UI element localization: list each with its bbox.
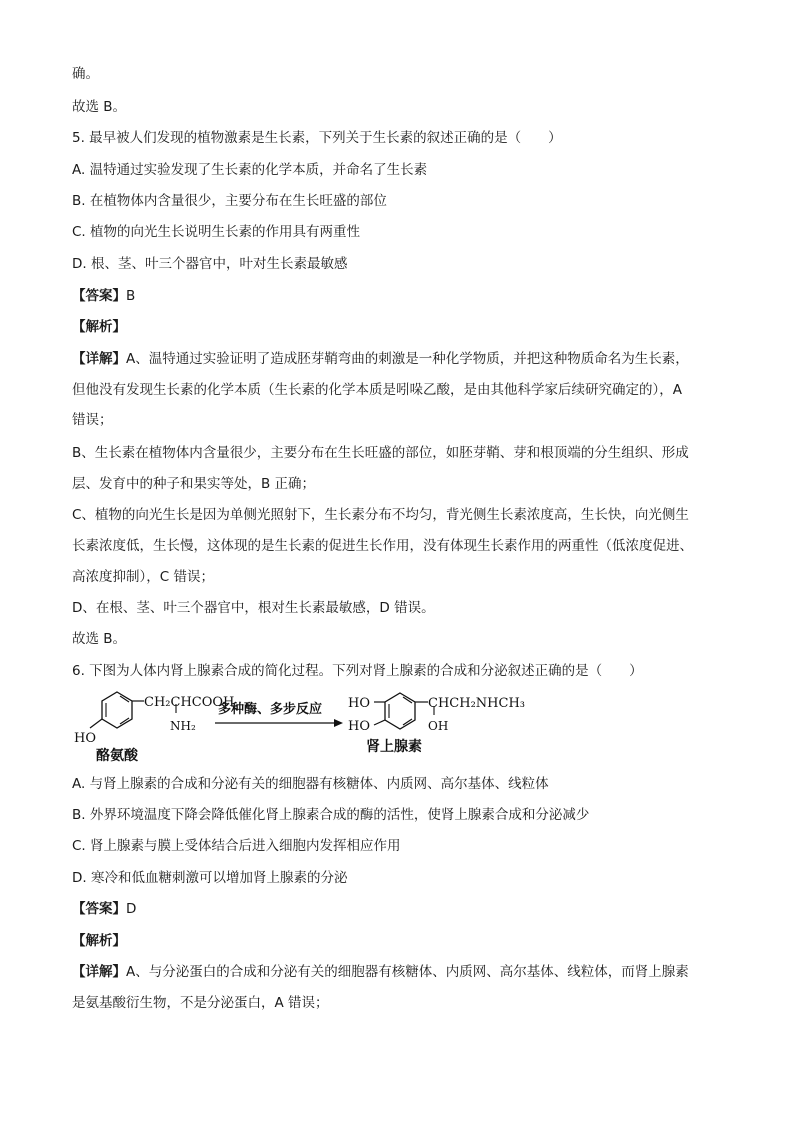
q5-detail-line: 错误； xyxy=(72,412,113,428)
q6-option-d: D. 寒冷和低血糖刺激可以增加肾上腺素的分泌 xyxy=(72,870,348,886)
q6-option-c: C. 肾上腺素与膜上受体结合后进入细胞内发挥相应作用 xyxy=(72,838,401,854)
q5-analysis-tag: 【解析】 xyxy=(72,319,126,335)
q6-detail-line: 是氨基酸衍生物，不是分泌蛋白，A 错误； xyxy=(72,995,329,1011)
arrow-head-icon xyxy=(334,719,343,727)
reaction-condition: 多种酶、多步反应 xyxy=(218,702,323,717)
tyrosine-chain: CH₂CHCOOH xyxy=(144,695,235,710)
q5-conclusion: 故选 B。 xyxy=(72,631,127,647)
q6-detail-line: 【详解】A、与分泌蛋白的合成和分泌有关的细胞器有核糖体、内质网、高尔基体、线粒体，而肾上腺素 xyxy=(72,964,689,980)
epinephrine-hydroxyl-1: HO xyxy=(348,696,370,711)
q6-option-b: B. 外界环境温度下降会降低催化肾上腺素合成的酶的活性，使肾上腺素合成和分泌减少 xyxy=(72,807,590,823)
q5-answer-value: B xyxy=(126,288,136,304)
q6-answer-tag: 【答案】 xyxy=(72,901,126,917)
q5-detail-line: 长素浓度低，生长慢，这体现的是生长素的促进生长作用，没有体现生长素作用的两重性（低浓度促进、 xyxy=(72,538,693,554)
q5-detail-line: B、生长素在植物体内含量很少，主要分布在生长旺盛的部位，如胚芽鞘、芽和根顶端的分生组织、形成 xyxy=(72,445,689,461)
tyrosine-structure xyxy=(74,692,234,764)
q5-option-c: C. 植物的向光生长说明生长素的作用具有两重性 xyxy=(72,224,361,240)
q5-detail-line: 层、发育中的种子和果实等处，B 正确； xyxy=(72,476,316,492)
q5-answer-tag: 【答案】 xyxy=(72,288,126,304)
q5-option-a: A. 温特通过实验发现了生长素的化学本质，并命名了生长素 xyxy=(72,162,428,178)
q5-option-d: D. 根、茎、叶三个器官中，叶对生长素最敏感 xyxy=(72,256,348,272)
q5-detail-line: 高浓度抑制），C 错误； xyxy=(72,569,214,585)
q5-detail-line: C、植物的向光生长是因为单侧光照射下，生长素分布不均匀，背光侧生长素浓度高，生长快，向光侧生 xyxy=(72,507,689,523)
q5-option-b: B. 在植物体内含量很少，主要分布在生长旺盛的部位 xyxy=(72,193,387,209)
q5-detail-line: 但他没有发现生长素的化学本质（生长素的化学本质是吲哚乙酸，是由其他科学家后续研究确定的），A xyxy=(72,382,682,398)
epinephrine-structure xyxy=(348,693,525,755)
epinephrine-hydroxyl-2: HO xyxy=(348,719,370,734)
epinephrine-label: 肾上腺素 xyxy=(366,739,422,755)
q5-stem: 5. 最早被人们发现的植物激素是生长素，下列关于生长素的叙述正确的是（ ） xyxy=(72,130,562,146)
tyrosine-hydroxyl: HO xyxy=(74,731,96,746)
tyrosine-amino: NH₂ xyxy=(170,719,196,733)
q6-detail-tag: 【详解】 xyxy=(72,964,126,980)
q5-answer xyxy=(72,286,722,306)
intro-line: 确。 xyxy=(72,66,99,82)
reaction-arrow xyxy=(215,701,343,727)
q6-answer-value: D xyxy=(126,901,137,917)
q5-detail-line: 【详解】A、温特通过实验证明了造成胚芽鞘弯曲的刺激是一种化学物质，并把这种物质命名为生长素， xyxy=(72,351,689,367)
q6-answer xyxy=(72,899,722,919)
q6-analysis-tag: 【解析】 xyxy=(72,933,126,949)
epinephrine-chain: CHCH₂NHCH₃ xyxy=(428,696,525,711)
synthesis-diagram xyxy=(72,688,552,766)
tyrosine-label: 酪氨酸 xyxy=(96,748,138,764)
q6-option-a: A. 与肾上腺素的合成和分泌有关的细胞器有核糖体、内质网、高尔基体、线粒体 xyxy=(72,776,549,792)
epinephrine-oh: OH xyxy=(428,719,449,733)
q5-detail-line: D、在根、茎、叶三个器官中，根对生长素最敏感，D 错误。 xyxy=(72,600,435,616)
intro-conclusion: 故选 B。 xyxy=(72,99,127,115)
q5-detail-tag: 【详解】 xyxy=(72,351,126,367)
q6-stem: 6. 下图为人体内肾上腺素合成的简化过程。下列对肾上腺素的合成和分泌叙述正确的是（ ） xyxy=(72,663,643,679)
